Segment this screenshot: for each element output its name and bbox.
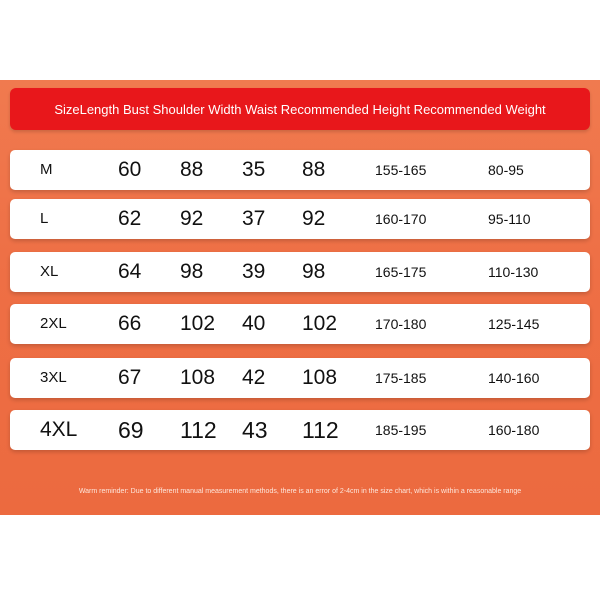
height-cell: 170-180 [375, 316, 427, 332]
length-cell: 62 [118, 207, 142, 230]
length-cell: 66 [118, 312, 142, 335]
height-cell: 175-185 [375, 370, 427, 386]
size-cell: 4XL [40, 418, 78, 441]
length-cell: 67 [118, 366, 142, 389]
table-row [10, 150, 590, 190]
shoulder-cell: 42 [242, 366, 266, 389]
warm-reminder-note: Warm reminder: Due to different manual measurement methods, there is an error of 2-4cm in the size chart, which is within a reasonable range [78, 488, 522, 495]
shoulder-cell: 39 [242, 260, 266, 283]
bust-cell: 92 [180, 207, 204, 230]
waist-cell: 92 [302, 207, 326, 230]
bust-cell: 102 [180, 312, 216, 335]
bust-cell: 108 [180, 366, 216, 389]
table-row [10, 304, 590, 344]
weight-cell: 160-180 [488, 422, 540, 438]
waist-cell: 112 [302, 417, 339, 443]
length-cell: 64 [118, 260, 142, 283]
size-cell: 2XL [40, 315, 67, 332]
length-cell: 69 [118, 417, 144, 443]
shoulder-cell: 35 [242, 158, 266, 181]
waist-cell: 102 [302, 312, 338, 335]
shoulder-cell: 37 [242, 207, 266, 230]
weight-cell: 80-95 [488, 162, 524, 178]
bust-cell: 88 [180, 158, 204, 181]
height-cell: 165-175 [375, 264, 427, 280]
weight-cell: 110-130 [488, 264, 539, 280]
size-cell: XL [40, 263, 59, 280]
length-cell: 60 [118, 158, 142, 181]
shoulder-cell: 43 [242, 417, 268, 443]
table-row [10, 358, 590, 398]
size-cell: M [40, 161, 53, 178]
height-cell: 155-165 [375, 162, 427, 178]
bust-cell: 98 [180, 260, 204, 283]
waist-cell: 98 [302, 260, 326, 283]
weight-cell: 140-160 [488, 370, 540, 386]
weight-cell: 125-145 [488, 316, 540, 332]
table-row [10, 199, 590, 239]
size-chart-header [10, 88, 590, 130]
bust-cell: 112 [180, 417, 217, 443]
height-cell: 160-170 [375, 211, 427, 227]
header-text: SizeLength Bust Shoulder Width Waist Recommended Height Recommended Weight [54, 101, 546, 117]
height-cell: 185-195 [375, 422, 427, 438]
weight-cell: 95-110 [488, 211, 531, 227]
size-cell: L [40, 210, 49, 227]
size-cell: 3XL [40, 369, 67, 386]
waist-cell: 108 [302, 366, 338, 389]
waist-cell: 88 [302, 158, 326, 181]
table-row [10, 252, 590, 292]
table-row [10, 410, 590, 450]
shoulder-cell: 40 [242, 312, 266, 335]
